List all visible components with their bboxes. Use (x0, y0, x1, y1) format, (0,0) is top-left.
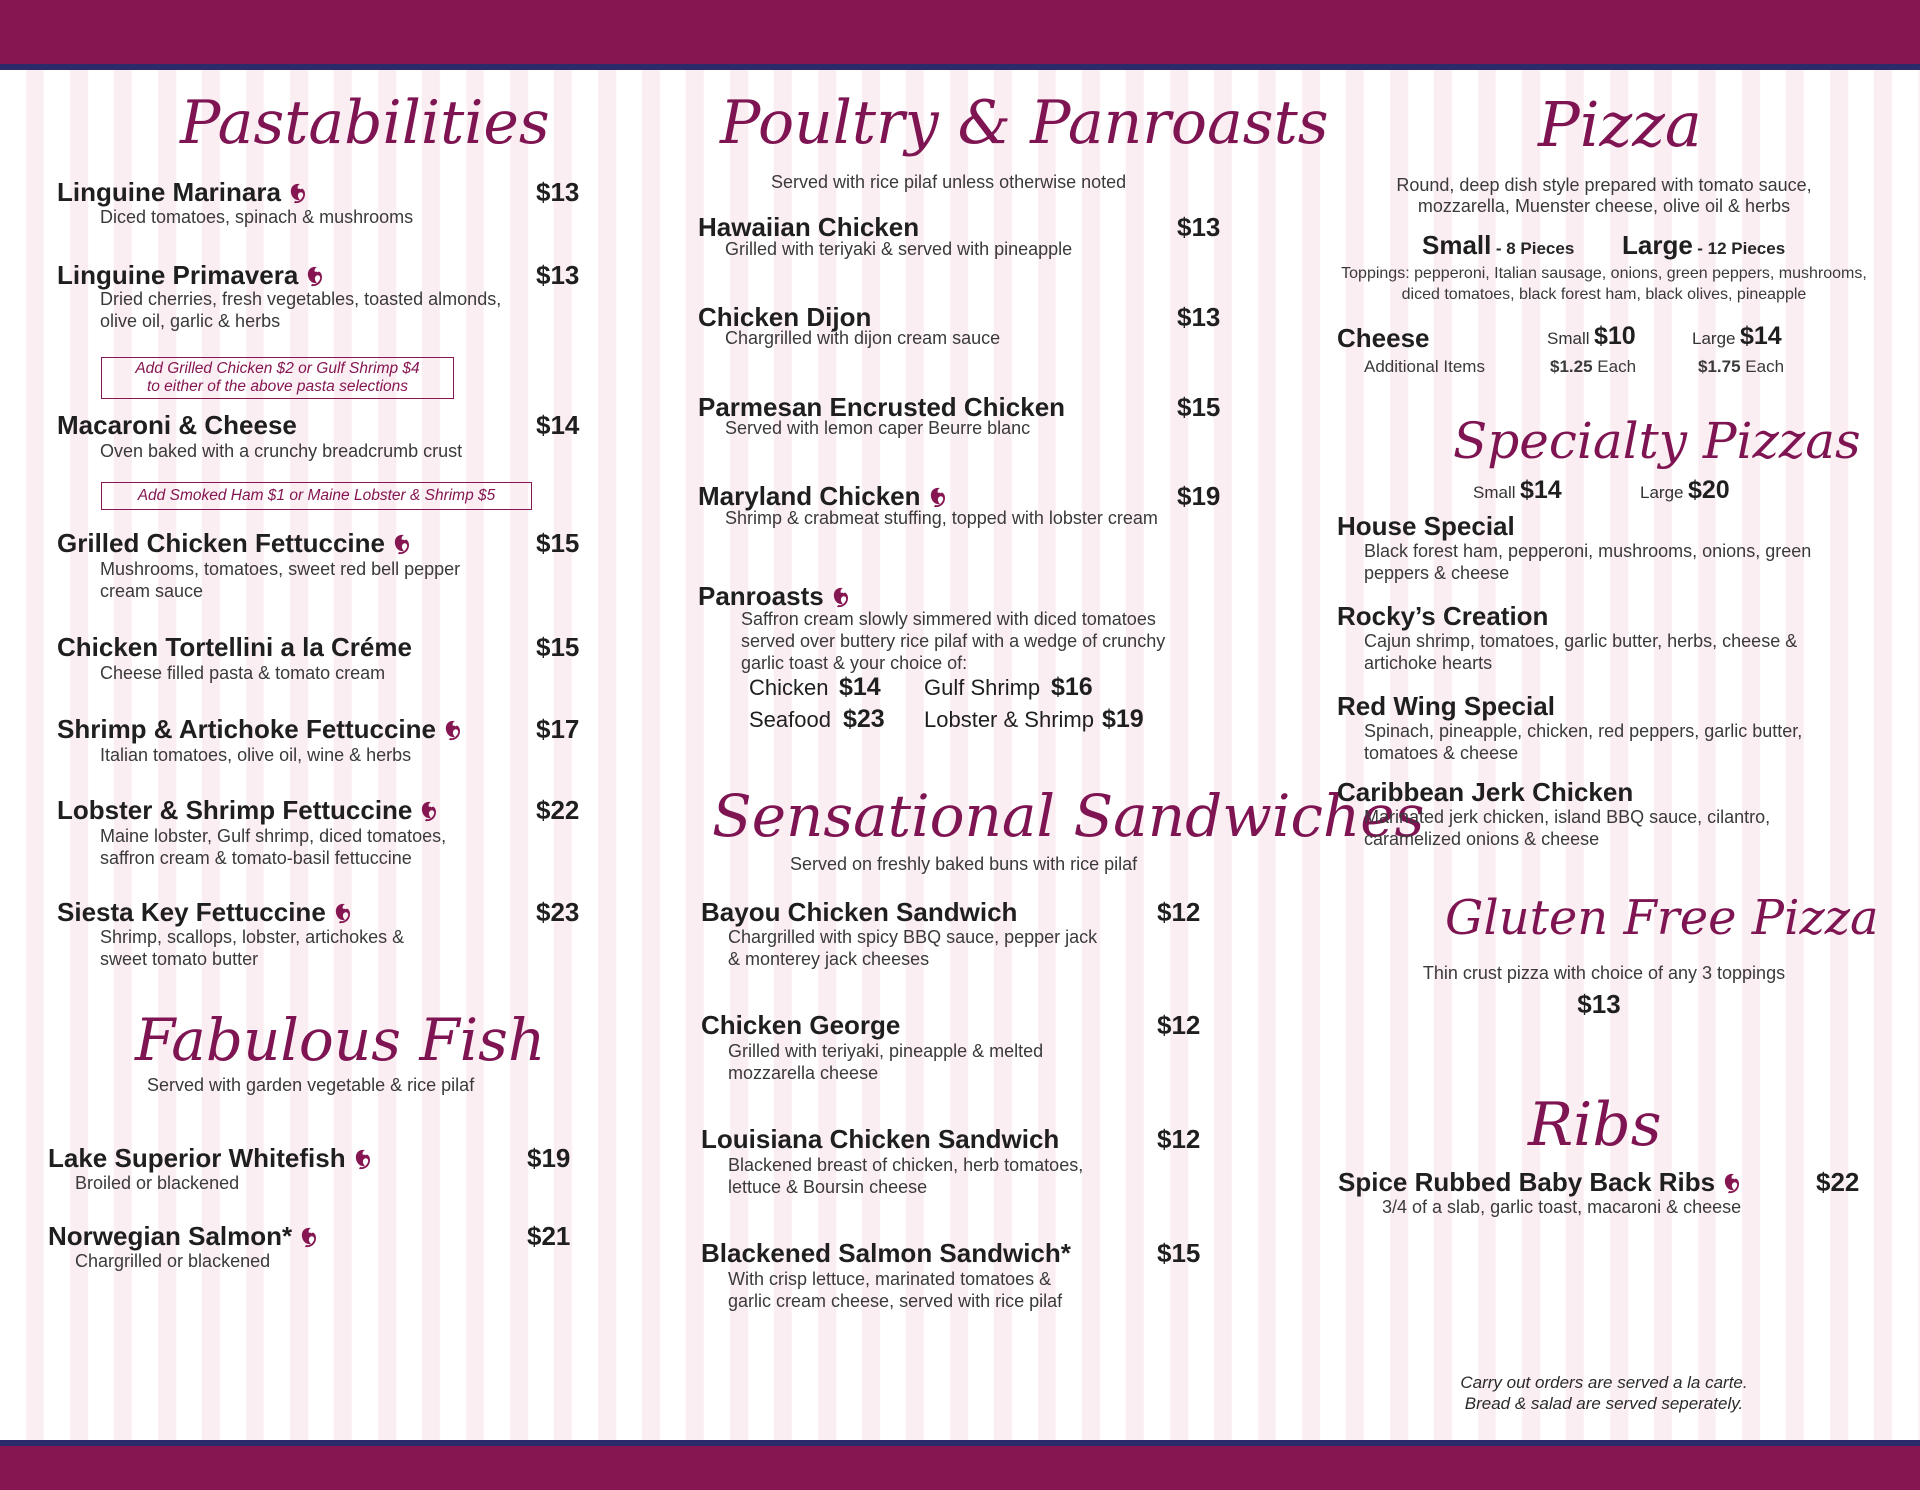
menu-item-desc: Chargrilled with dijon cream sauce (725, 328, 1001, 348)
menu-item-desc: lettuce & Boursin cheese (728, 1177, 928, 1197)
size-label: Small (1547, 329, 1590, 348)
menu-item-price: $19 (1177, 481, 1221, 511)
panroast-option: Seafood (749, 707, 831, 732)
price: $20 (1687, 476, 1730, 504)
size-label: Small (1422, 230, 1492, 260)
signature-icon (419, 800, 437, 822)
menu-item-desc: & monterey jack cheeses (728, 949, 930, 969)
panroasts-desc: served over buttery rice pilaf with a wedge of crunchy (741, 631, 1166, 651)
price: $1.75 (1698, 357, 1741, 376)
menu-item-name: Lake Superior Whitefish (48, 1143, 371, 1174)
menu-item-name: Siesta Key Fettuccine (57, 897, 351, 928)
cheese-large-price (1692, 322, 1782, 351)
menu-item-name: Chicken Dijon (698, 302, 872, 332)
pasta-addon-callout (101, 357, 454, 399)
menu-item-desc: Served with lemon caper Beurre blanc (725, 418, 1031, 438)
pizza-size-large (1622, 230, 1785, 261)
menu-item-name: Parmesan Encrusted Chicken (698, 392, 1066, 422)
gluten-free-heading: Gluten Free Pizza (1445, 890, 1879, 946)
menu-item-desc: saffron cream & tomato-basil fettuccine (100, 848, 412, 868)
menu-item-price: $13 (1177, 302, 1221, 332)
menu-item-price: $15 (536, 528, 580, 558)
menu-item-desc: Grilled with teriyaki & served with pineapple (725, 239, 1073, 259)
menu-item-desc: mozzarella cheese (728, 1063, 879, 1083)
cheese-small-price (1547, 322, 1636, 351)
menu-item-price: $12 (1157, 1010, 1201, 1040)
specialty-small-price (1473, 476, 1562, 505)
signature-icon (392, 533, 410, 555)
fish-subtitle: Served with garden vegetable & rice pilaf (147, 1075, 475, 1095)
panroast-option-price: $14 (839, 673, 881, 701)
each-label: Each (1745, 357, 1785, 376)
menu-item-name: Macaroni & Cheese (57, 410, 297, 440)
menu-item-desc: Oven baked with a crunchy breadcrumb crust (100, 441, 463, 461)
menu-item-price: $13 (536, 260, 580, 290)
menu-item-desc: Cajun shrimp, tomatoes, garlic butter, herbs, cheese & (1364, 631, 1798, 651)
menu-item-desc: Broiled or blackened (75, 1173, 240, 1193)
menu-item-name: Norwegian Salmon* (48, 1221, 317, 1252)
menu-item-desc: olive oil, garlic & herbs (100, 311, 281, 331)
menu-item-price: $19 (527, 1143, 571, 1173)
panroasts-desc: Saffron cream slowly simmered with diced tomatoes (741, 609, 1156, 629)
menu-item-desc: Dried cherries, fresh vegetables, toasted almonds, (100, 289, 502, 309)
additional-large-price (1698, 357, 1784, 377)
poultry-heading: Poultry & Panroasts (720, 88, 1329, 158)
menu-item-desc: Italian tomatoes, olive oil, wine & herbs (100, 745, 412, 765)
top-band (0, 0, 1920, 70)
sandwiches-heading: Sensational Sandwiches (712, 782, 1425, 850)
menu-item-name: Lobster & Shrimp Fettuccine (57, 795, 437, 826)
menu-item-desc: Black forest ham, pepperoni, mushrooms, onions, green (1364, 541, 1812, 561)
fish-heading: Fabulous Fish (135, 1006, 546, 1074)
size-label: Large (1640, 483, 1684, 502)
menu-item-price: $22 (536, 795, 580, 825)
panroasts-desc: garlic toast & your choice of: (741, 653, 968, 673)
gluten-free-desc: Thin crust pizza with choice of any 3 toppings (1422, 963, 1786, 983)
menu-item-desc: tomatoes & cheese (1364, 743, 1519, 763)
poultry-subtitle: Served with rice pilaf unless otherwise noted (771, 172, 1127, 192)
menu-item-desc: Blackened breast of chicken, herb tomatoes, (728, 1155, 1084, 1175)
menu-item-name: Linguine Primavera (57, 260, 323, 291)
menu-item-price: $15 (536, 632, 580, 662)
signature-icon (928, 486, 946, 508)
menu-item-desc: Chargrilled or blackened (75, 1251, 271, 1271)
menu-item-name: Spice Rubbed Baby Back Ribs (1338, 1167, 1740, 1198)
panroast-option-price: $16 (1051, 673, 1093, 701)
menu-item-price: $13 (536, 177, 580, 207)
specialty-heading: Specialty Pizzas (1453, 412, 1861, 470)
menu-item-price: $23 (536, 897, 580, 927)
menu-item-desc: artichoke hearts (1364, 653, 1493, 673)
specialty-large-price (1640, 476, 1730, 505)
menu-item-desc: 3/4 of a slab, garlic toast, macaroni & cheese (1382, 1197, 1742, 1217)
pizza-desc: Round, deep dish style prepared with tomato sauce, (1396, 175, 1812, 195)
menu-item-name: Red Wing Special (1337, 691, 1555, 721)
menu-item-name: Shrimp & Artichoke Fettuccine (57, 714, 461, 745)
menu-item-desc: Cheese filled pasta & tomato cream (100, 663, 386, 683)
menu-item-desc: peppers & cheese (1364, 563, 1510, 583)
panroast-option: Gulf Shrimp (924, 675, 1041, 700)
menu-item-desc: Shrimp, scallops, lobster, artichokes & (100, 927, 405, 947)
size-label: Small (1473, 483, 1516, 502)
menu-item-name: Maryland Chicken (698, 481, 946, 512)
menu-item-name: House Special (1337, 511, 1515, 541)
signature-icon (1722, 1172, 1740, 1194)
menu-item-desc: caramelized onions & cheese (1364, 829, 1600, 849)
pizza-toppings: diced tomatoes, black forest ham, black olives, pineapple (1401, 286, 1807, 303)
menu-item-name: Bayou Chicken Sandwich (701, 897, 1018, 927)
callout-line: to either of the above pasta selections (146, 378, 409, 395)
menu-item-price: $21 (527, 1221, 571, 1251)
menu-item-name: Rocky’s Creation (1337, 601, 1549, 631)
signature-icon (353, 1148, 371, 1170)
price: $14 (1519, 476, 1562, 504)
menu-item-desc: Spinach, pineapple, chicken, red peppers, garlic butter, (1364, 721, 1803, 741)
pizza-size-small (1422, 230, 1574, 261)
menu-item-price: $12 (1157, 1124, 1201, 1154)
price: $14 (1739, 322, 1782, 350)
menu-item-desc: Mushrooms, tomatoes, sweet red bell pepper (100, 559, 461, 579)
pizza-toppings: Toppings: pepperoni, Italian sausage, onions, green peppers, mushrooms, (1341, 265, 1867, 282)
menu-item-desc: With crisp lettuce, marinated tomatoes & (728, 1269, 1052, 1289)
menu-item-name: Blackened Salmon Sandwich* (701, 1238, 1071, 1268)
menu-item-desc: sweet tomato butter (100, 949, 259, 969)
signature-icon (333, 902, 351, 924)
pasta-heading: Pastabilities (180, 88, 550, 158)
callout-line: Add Grilled Chicken $2 or Gulf Shrimp $4 (135, 360, 420, 377)
ribs-heading: Ribs (1528, 1090, 1662, 1160)
panroast-option: Chicken (749, 675, 829, 700)
menu-item-desc: garlic cream cheese, served with rice pilaf (728, 1291, 1063, 1311)
menu-item-name: Caribbean Jerk Chicken (1337, 777, 1634, 807)
menu-item-name: Chicken Tortellini a la Créme (57, 632, 412, 662)
menu-item-desc: Shrimp & crabmeat stuffing, topped with lobster cream (725, 508, 1158, 528)
each-label: Each (1597, 357, 1637, 376)
signature-icon (443, 719, 461, 741)
panroast-option: Lobster & Shrimp (924, 707, 1094, 732)
menu-item-desc: Maine lobster, Gulf shrimp, diced tomatoes, (100, 826, 447, 846)
carryout-note: Bread & salad are served seperately. (1464, 1394, 1744, 1413)
mac-addon-callout (101, 482, 532, 510)
menu-item-price: $13 (1177, 212, 1221, 242)
menu-item-name: Grilled Chicken Fettuccine (57, 528, 410, 559)
cheese-pizza-name: Cheese (1337, 323, 1430, 353)
panroasts-name: Panroasts (698, 581, 849, 612)
price: $10 (1593, 322, 1636, 350)
additional-items-label: Additional Items (1364, 357, 1485, 376)
menu-item-name: Louisiana Chicken Sandwich (701, 1124, 1060, 1154)
menu-item-desc: cream sauce (100, 581, 204, 601)
signature-icon (831, 586, 849, 608)
menu-item-name: Chicken George (701, 1010, 901, 1040)
signature-icon (299, 1226, 317, 1248)
bottom-band (0, 1440, 1920, 1490)
menu-item-name: Hawaiian Chicken (698, 212, 920, 242)
sandwiches-subtitle: Served on freshly baked buns with rice pilaf (790, 854, 1138, 874)
carryout-note: Carry out orders are served a la carte. (1460, 1373, 1748, 1392)
menu-item-price: $22 (1816, 1167, 1860, 1197)
signature-icon (305, 265, 323, 287)
size-label: Large (1622, 230, 1693, 260)
panroast-option-price: $23 (843, 705, 885, 733)
menu-item-price: $17 (536, 714, 580, 744)
menu-item-name: Linguine Marinara (57, 177, 306, 208)
menu-item-price: $15 (1177, 392, 1221, 422)
pizza-desc: mozzarella, Muenster cheese, olive oil & herbs (1417, 196, 1791, 216)
signature-icon (288, 182, 306, 204)
menu-item-price: $14 (536, 410, 580, 440)
pizza-heading: Pizza (1538, 88, 1702, 161)
menu-item-price: $12 (1157, 897, 1201, 927)
size-pieces: - 12 Pieces (1697, 239, 1786, 258)
size-pieces: - 8 Pieces (1495, 239, 1575, 258)
menu-item-desc: Chargrilled with spicy BBQ sauce, pepper jack (728, 927, 1098, 947)
panroast-option-price: $19 (1102, 705, 1144, 733)
additional-small-price (1550, 357, 1636, 377)
price: $1.25 (1550, 357, 1593, 376)
menu-item-price: $15 (1157, 1238, 1201, 1268)
callout-line: Add Smoked Ham $1 or Maine Lobster & Shrimp $5 (137, 487, 496, 504)
menu-item-desc: Grilled with teriyaki, pineapple & melted (728, 1041, 1044, 1061)
size-label: Large (1692, 329, 1736, 348)
gluten-free-price: $13 (1577, 989, 1621, 1019)
menu-item-desc: Diced tomatoes, spinach & mushrooms (100, 207, 414, 227)
menu-item-desc: Marinated jerk chicken, island BBQ sauce, cilantro, (1364, 807, 1771, 827)
